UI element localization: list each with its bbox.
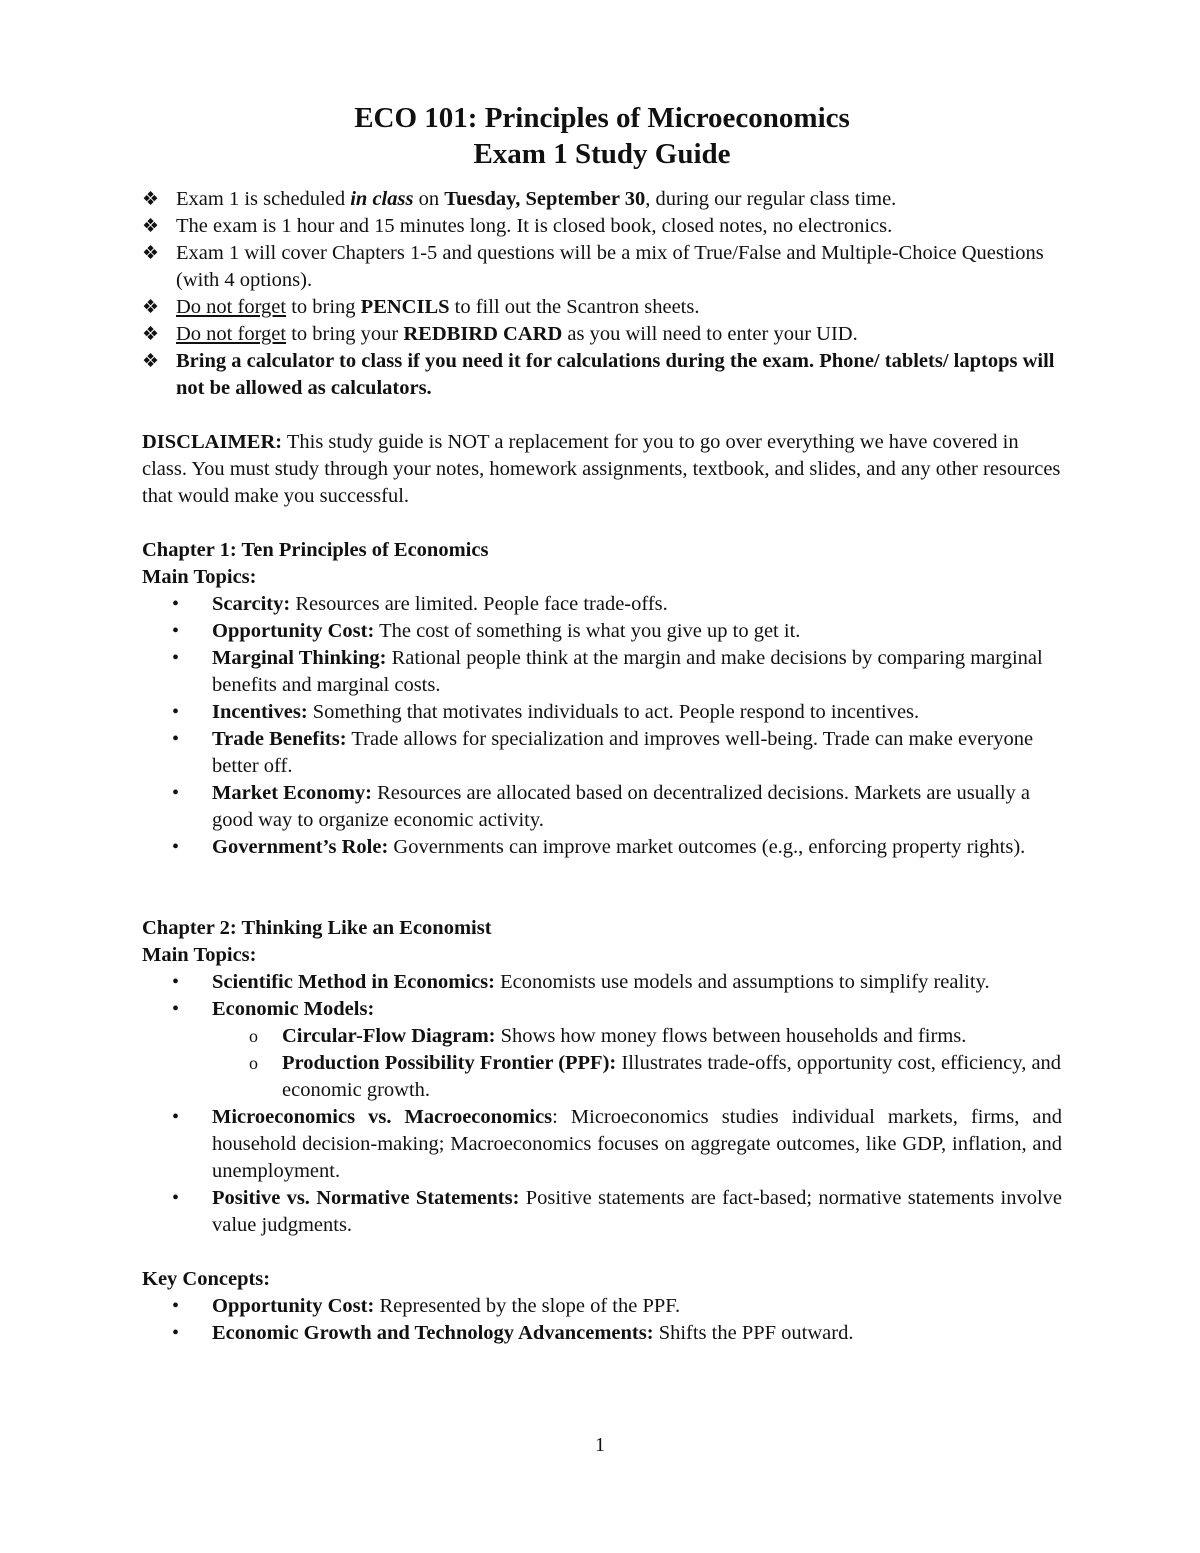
diamond-bullet-icon: ❖ (142, 351, 160, 372)
exam-info-list (142, 186, 1062, 402)
topic-description: Rational people think at the margin and make decisions by comparing marginal benefits and marginal costs. (212, 647, 1043, 696)
topic-description: Resources are limited. People face trade-offs. (290, 593, 668, 615)
chapter-1-main-topics-label: Main Topics: (142, 566, 257, 588)
bullet-dot-icon: • (172, 1322, 180, 1344)
list-item (142, 726, 1062, 780)
diamond-bullet-icon: ❖ (142, 243, 160, 264)
bullet-dot-icon: • (172, 701, 180, 723)
topic-term: Scientific Method in Economics: (212, 971, 495, 993)
list-item (142, 645, 1062, 699)
exam-info-text: The exam is 1 hour and 15 minutes long. It is closed book, closed notes, no electronics. (176, 215, 893, 237)
topic-term: Market Economy: (212, 782, 372, 804)
bullet-dot-icon: • (172, 647, 180, 669)
document-body (142, 100, 1062, 1347)
diamond-bullet-icon: ❖ (142, 189, 160, 210)
topic-description: Governments can improve market outcomes (e.g., enforcing property rights). (388, 836, 1026, 858)
bullet-dot-icon: • (172, 1106, 180, 1128)
list-item (142, 1023, 1062, 1050)
diamond-bullet-icon: ❖ (142, 216, 160, 237)
exam-info-item (142, 294, 1062, 321)
topic-description: : Microeconomics studies individual markets, firms, and household decision-making; Macroeconomics focuses on aggregate outcomes, like GDP, inflation, and unemployment. (212, 1106, 1063, 1182)
topic-term: Production Possibility Frontier (PPF): (282, 1052, 617, 1074)
list-item (142, 780, 1062, 834)
exam-info-item (142, 321, 1062, 348)
bullet-dot-icon: • (172, 1295, 180, 1317)
topic-term: Opportunity Cost: (212, 1295, 375, 1317)
list-item (142, 996, 1062, 1023)
topic-term: Positive vs. Normative Statements: (212, 1187, 520, 1209)
chapter-2-heading: Chapter 2: Thinking Like an Economist (142, 917, 492, 939)
exam-info-text: to bring your (286, 323, 404, 345)
economic-models-sublist (142, 1023, 1062, 1104)
topic-description: Shows how money flows between households and firms. (495, 1025, 967, 1047)
topic-description: Shifts the PPF outward. (653, 1322, 854, 1344)
exam-info-underlined: Do not forget (176, 323, 287, 345)
exam-info-text: to bring (286, 296, 361, 318)
list-item (142, 1185, 1062, 1239)
document-subtitle: Exam 1 Study Guide (473, 138, 731, 170)
disclaimer-paragraph (142, 429, 1062, 510)
chapter-2-main-topics-label: Main Topics: (142, 944, 257, 966)
topic-description: Resources are allocated based on decentralized decisions. Markets are usually a good way to organize economic activity. (212, 782, 1030, 831)
list-item (142, 1293, 1062, 1320)
bullet-dot-icon: • (172, 620, 180, 642)
bullet-dot-icon: • (172, 971, 180, 993)
exam-info-emphasis: in class (350, 188, 414, 210)
topic-term: Marginal Thinking: (212, 647, 387, 669)
exam-info-text: as you will need to enter your UID. (562, 323, 858, 345)
bullet-dot-icon: • (172, 593, 180, 615)
topic-term: Microeconomics vs. Macroeconomics (212, 1106, 553, 1128)
list-item (142, 969, 1062, 996)
key-concepts-list (142, 1293, 1062, 1347)
page-number: 1 (595, 1434, 605, 1456)
topic-description: Economists use models and assumptions to simplify reality. (495, 971, 990, 993)
topic-term: Circular-Flow Diagram: (282, 1025, 496, 1047)
disclaimer-text: This study guide is NOT a replacement for you to go over everything we have covered in class. You must study through your notes, homework assignments, textbook, and slides, and any other resources that would make you successful. (142, 431, 1061, 507)
chapter-2-topic-list (142, 969, 1062, 1023)
exam-date: Tuesday, September 30 (444, 188, 646, 210)
chapter-1-topic-list (142, 591, 1062, 861)
topic-term: Economic Growth and Technology Advancements: (212, 1322, 654, 1344)
sub-bullet-icon: o (249, 1026, 258, 1046)
bullet-dot-icon: • (172, 782, 180, 804)
chapter-2-topic-list-continued (142, 1104, 1062, 1239)
exam-info-text: Exam 1 is scheduled (176, 188, 351, 210)
exam-info-item (142, 348, 1062, 402)
topic-term: Government’s Role: (212, 836, 389, 858)
exam-info-item (142, 213, 1062, 240)
exam-info-text: on (413, 188, 445, 210)
topic-description: Positive statements are fact-based; normative statements involve value judgments. (212, 1187, 1062, 1236)
topic-description: Illustrates trade-offs, opportunity cost, efficiency, and economic growth. (282, 1052, 1062, 1101)
bullet-dot-icon: • (172, 728, 180, 750)
key-concepts-label: Key Concepts: (142, 1268, 271, 1290)
chapter-1-heading: Chapter 1: Ten Principles of Economics (142, 539, 489, 561)
list-item (142, 1050, 1062, 1104)
topic-term: Economic Models: (212, 998, 375, 1020)
list-item (142, 591, 1062, 618)
sub-bullet-icon: o (249, 1053, 258, 1073)
bullet-dot-icon: • (172, 1187, 180, 1209)
exam-info-bold: Bring a calculator to class if you need it for calculations during the exam. Phone/ tablets/ laptops will not be allowed as calculators. (176, 350, 1055, 399)
document-title: ECO 101: Principles of Microeconomics (354, 102, 850, 134)
topic-description: The cost of something is what you give up to get it. (374, 620, 801, 642)
list-item (142, 1104, 1062, 1185)
exam-info-item (142, 240, 1062, 294)
exam-info-item (142, 186, 1062, 213)
diamond-bullet-icon: ❖ (142, 297, 160, 318)
exam-info-text: Exam 1 will cover Chapters 1-5 and questions will be a mix of True/False and Multiple-Choice Questions (with 4 options). (176, 242, 1044, 291)
disclaimer-label: DISCLAIMER: (142, 431, 283, 453)
bullet-dot-icon: • (172, 836, 180, 858)
diamond-bullet-icon: ❖ (142, 324, 160, 345)
exam-info-bold: REDBIRD CARD (403, 323, 563, 345)
topic-description: Trade allows for specialization and improves well-being. Trade can make everyone better off. (212, 728, 1034, 777)
exam-info-text: to fill out the Scantron sheets. (449, 296, 700, 318)
topic-description: Represented by the slope of the PPF. (374, 1295, 681, 1317)
exam-info-text: , during our regular class time. (645, 188, 897, 210)
list-item (142, 834, 1062, 861)
topic-term: Scarcity: (212, 593, 291, 615)
list-item (142, 699, 1062, 726)
topic-term: Incentives: (212, 701, 308, 723)
topic-description: Something that motivates individuals to act. People respond to incentives. (307, 701, 920, 723)
list-item (142, 618, 1062, 645)
exam-info-underlined: Do not forget (176, 296, 287, 318)
list-item (142, 1320, 1062, 1347)
bullet-dot-icon: • (172, 998, 180, 1020)
topic-term: Trade Benefits: (212, 728, 347, 750)
topic-term: Opportunity Cost: (212, 620, 375, 642)
exam-info-bold: PENCILS (360, 296, 450, 318)
